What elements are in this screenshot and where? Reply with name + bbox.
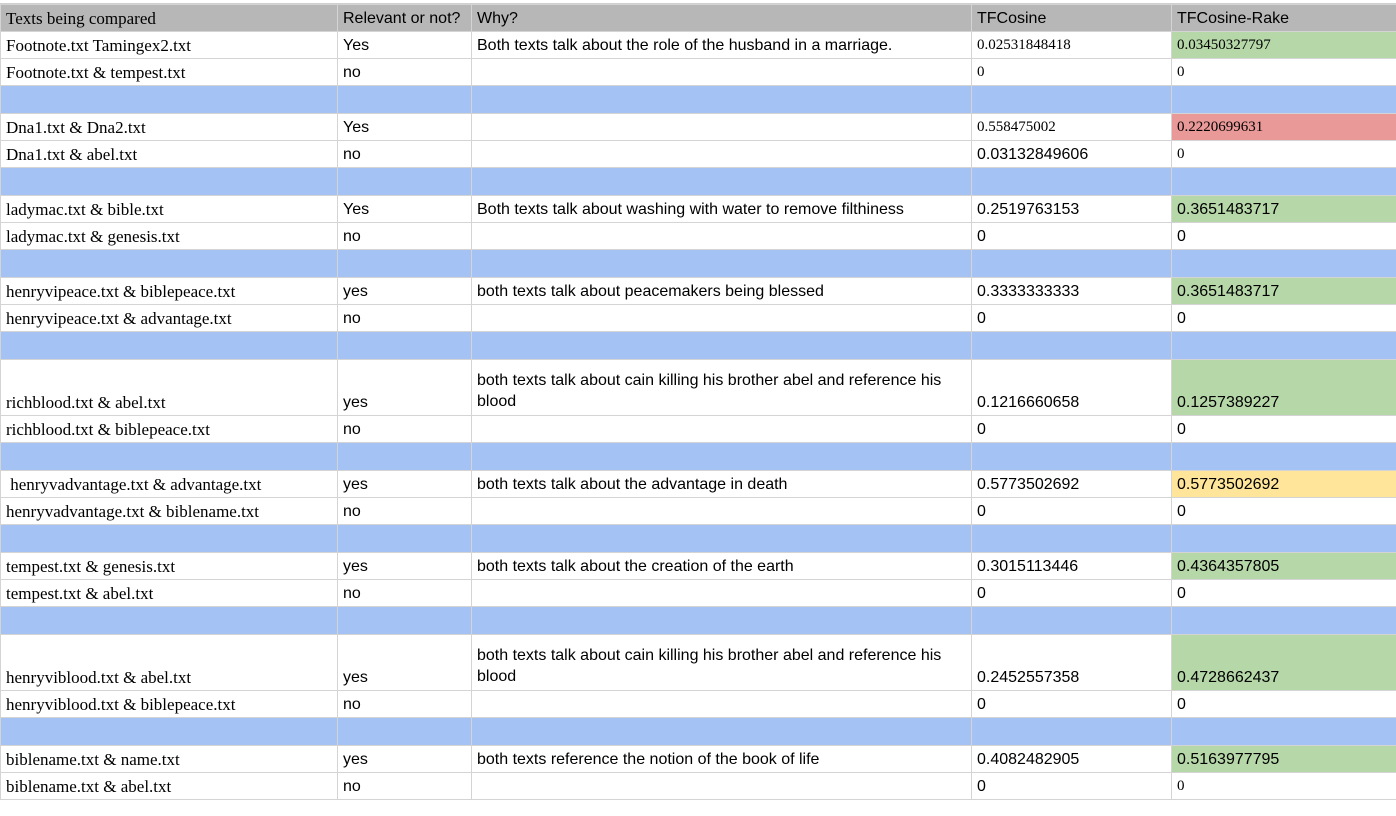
why-cell[interactable] bbox=[472, 691, 972, 718]
tfcosine-cell[interactable]: 0 bbox=[972, 498, 1172, 525]
texts-cell[interactable]: tempest.txt & genesis.txt bbox=[1, 553, 338, 580]
texts-cell[interactable]: ladymac.txt & bible.txt bbox=[1, 196, 338, 223]
separator-row bbox=[1, 250, 1396, 278]
table-row bbox=[1, 498, 1396, 525]
texts-cell[interactable]: biblename.txt & abel.txt bbox=[1, 773, 338, 800]
separator-cell[interactable] bbox=[338, 332, 472, 360]
table-row bbox=[1, 196, 1396, 223]
rake-cell[interactable]: 0.03450327797 bbox=[1172, 32, 1396, 59]
texts-cell[interactable]: henryviblood.txt & biblepeace.txt bbox=[1, 691, 338, 718]
texts-cell[interactable]: Footnote.txt Tamingex2.txt bbox=[1, 32, 338, 59]
relevant-cell[interactable]: no bbox=[338, 305, 472, 332]
relevant-cell[interactable]: yes bbox=[338, 471, 472, 498]
rake-cell[interactable]: 0.2220699631 bbox=[1172, 114, 1396, 141]
rake-cell[interactable]: 0.3651483717 bbox=[1172, 278, 1396, 305]
separator-cell[interactable] bbox=[338, 443, 472, 471]
header-why[interactable]: Why? bbox=[472, 5, 972, 32]
texts-cell[interactable]: henryvadvantage.txt & advantage.txt bbox=[1, 471, 338, 498]
rake-cell[interactable]: 0.3651483717 bbox=[1172, 196, 1396, 223]
separator-cell[interactable] bbox=[338, 168, 472, 196]
separator-cell[interactable] bbox=[338, 250, 472, 278]
relevant-cell[interactable]: no bbox=[338, 580, 472, 607]
why-cell[interactable]: Both texts talk about washing with water to remove filthiness bbox=[472, 196, 972, 223]
separator-cell[interactable] bbox=[1172, 718, 1396, 746]
separator-cell[interactable] bbox=[1172, 168, 1396, 196]
separator-cell[interactable] bbox=[972, 86, 1172, 114]
table-row bbox=[1, 59, 1396, 86]
tfcosine-cell[interactable]: 0.2452557358 bbox=[972, 635, 1172, 691]
header-row bbox=[1, 5, 1396, 32]
texts-cell[interactable]: tempest.txt & abel.txt bbox=[1, 580, 338, 607]
table-row bbox=[1, 580, 1396, 607]
why-cell[interactable] bbox=[472, 498, 972, 525]
table-row bbox=[1, 553, 1396, 580]
separator-row bbox=[1, 86, 1396, 114]
relevant-cell[interactable]: yes bbox=[338, 635, 472, 691]
texts-cell[interactable]: henryvipeace.txt & biblepeace.txt bbox=[1, 278, 338, 305]
separator-row bbox=[1, 607, 1396, 635]
texts-cell[interactable]: biblename.txt & name.txt bbox=[1, 746, 338, 773]
separator-row bbox=[1, 525, 1396, 553]
table-row bbox=[1, 746, 1396, 773]
rake-cell[interactable]: 0.5773502692 bbox=[1172, 471, 1396, 498]
separator-cell[interactable] bbox=[1172, 607, 1396, 635]
separator-cell[interactable] bbox=[472, 168, 972, 196]
rake-cell[interactable]: 0 bbox=[1172, 305, 1396, 332]
relevant-cell[interactable]: no bbox=[338, 223, 472, 250]
why-cell[interactable] bbox=[472, 773, 972, 800]
why-cell[interactable]: Both texts talk about the role of the husband in a marriage. bbox=[472, 32, 972, 59]
why-cell[interactable] bbox=[472, 580, 972, 607]
why-cell[interactable]: both texts talk about the advantage in death bbox=[472, 471, 972, 498]
relevant-cell[interactable]: no bbox=[338, 416, 472, 443]
separator-cell[interactable] bbox=[972, 718, 1172, 746]
separator-cell[interactable] bbox=[1172, 86, 1396, 114]
rake-cell[interactable]: 0 bbox=[1172, 416, 1396, 443]
rake-cell[interactable]: 0 bbox=[1172, 223, 1396, 250]
separator-cell[interactable] bbox=[1172, 443, 1396, 471]
texts-cell[interactable]: Dna1.txt & abel.txt bbox=[1, 141, 338, 168]
table-row bbox=[1, 691, 1396, 718]
separator-row bbox=[1, 332, 1396, 360]
texts-cell[interactable]: Dna1.txt & Dna2.txt bbox=[1, 114, 338, 141]
separator-cell[interactable] bbox=[472, 525, 972, 553]
table-row bbox=[1, 635, 1396, 691]
tfcosine-cell[interactable]: 0.03132849606 bbox=[972, 141, 1172, 168]
tfcosine-cell[interactable]: 0 bbox=[972, 691, 1172, 718]
table-row bbox=[1, 141, 1396, 168]
header-tfcosine-rake[interactable]: TFCosine-Rake bbox=[1172, 5, 1396, 32]
table-row bbox=[1, 114, 1396, 141]
why-cell[interactable]: both texts talk about cain killing his brother abel and reference his blood bbox=[472, 635, 972, 691]
relevant-cell[interactable]: yes bbox=[338, 360, 472, 416]
separator-cell[interactable] bbox=[472, 332, 972, 360]
header-relevant[interactable]: Relevant or not? bbox=[338, 5, 472, 32]
separator-cell[interactable] bbox=[1172, 525, 1396, 553]
tfcosine-cell[interactable]: 0.02531848418 bbox=[972, 32, 1172, 59]
why-cell[interactable] bbox=[472, 59, 972, 86]
texts-cell[interactable]: richblood.txt & biblepeace.txt bbox=[1, 416, 338, 443]
separator-cell[interactable] bbox=[1, 86, 338, 114]
separator-cell[interactable] bbox=[1172, 250, 1396, 278]
why-cell[interactable] bbox=[472, 305, 972, 332]
texts-cell[interactable]: henryvadvantage.txt & biblename.txt bbox=[1, 498, 338, 525]
relevant-cell[interactable]: Yes bbox=[338, 32, 472, 59]
separator-cell[interactable] bbox=[1, 718, 338, 746]
separator-cell[interactable] bbox=[972, 332, 1172, 360]
rake-cell[interactable]: 0 bbox=[1172, 691, 1396, 718]
why-cell[interactable]: both texts reference the notion of the book of life bbox=[472, 746, 972, 773]
table-row bbox=[1, 305, 1396, 332]
rake-cell[interactable]: 0 bbox=[1172, 773, 1396, 800]
relevant-cell[interactable]: yes bbox=[338, 553, 472, 580]
table-row bbox=[1, 773, 1396, 800]
texts-cell[interactable]: henryvipeace.txt & advantage.txt bbox=[1, 305, 338, 332]
relevant-cell[interactable]: no bbox=[338, 773, 472, 800]
table-row bbox=[1, 223, 1396, 250]
separator-cell[interactable] bbox=[972, 168, 1172, 196]
separator-cell[interactable] bbox=[472, 86, 972, 114]
texts-cell[interactable]: henryviblood.txt & abel.txt bbox=[1, 635, 338, 691]
separator-cell[interactable] bbox=[472, 718, 972, 746]
rake-cell[interactable]: 0 bbox=[1172, 498, 1396, 525]
separator-cell[interactable] bbox=[338, 607, 472, 635]
relevant-cell[interactable]: Yes bbox=[338, 114, 472, 141]
separator-cell[interactable] bbox=[972, 607, 1172, 635]
separator-row bbox=[1, 443, 1396, 471]
why-cell[interactable] bbox=[472, 223, 972, 250]
rake-cell[interactable]: 0.4364357805 bbox=[1172, 553, 1396, 580]
tfcosine-cell[interactable]: 0.4082482905 bbox=[972, 746, 1172, 773]
relevant-cell[interactable]: no bbox=[338, 691, 472, 718]
texts-cell[interactable]: ladymac.txt & genesis.txt bbox=[1, 223, 338, 250]
why-cell[interactable] bbox=[472, 114, 972, 141]
separator-cell[interactable] bbox=[1172, 332, 1396, 360]
separator-cell[interactable] bbox=[338, 718, 472, 746]
header-texts-compared[interactable]: Texts being compared bbox=[1, 5, 338, 32]
texts-cell[interactable]: Footnote.txt & tempest.txt bbox=[1, 59, 338, 86]
relevant-cell[interactable]: no bbox=[338, 141, 472, 168]
tfcosine-cell[interactable]: 0.5773502692 bbox=[972, 471, 1172, 498]
texts-cell[interactable]: richblood.txt & abel.txt bbox=[1, 360, 338, 416]
separator-cell[interactable] bbox=[472, 607, 972, 635]
relevant-cell[interactable]: no bbox=[338, 59, 472, 86]
why-cell[interactable] bbox=[472, 141, 972, 168]
relevant-cell[interactable]: yes bbox=[338, 278, 472, 305]
comparison-spreadsheet bbox=[0, 4, 1396, 800]
separator-cell[interactable] bbox=[1, 250, 338, 278]
separator-cell[interactable] bbox=[338, 525, 472, 553]
tfcosine-cell[interactable]: 0.3015113446 bbox=[972, 553, 1172, 580]
table-row bbox=[1, 471, 1396, 498]
table-row bbox=[1, 416, 1396, 443]
why-cell[interactable]: both texts talk about the creation of the earth bbox=[472, 553, 972, 580]
relevant-cell[interactable]: no bbox=[338, 498, 472, 525]
relevant-cell[interactable]: Yes bbox=[338, 196, 472, 223]
tfcosine-cell[interactable]: 0.3333333333 bbox=[972, 278, 1172, 305]
separator-cell[interactable] bbox=[472, 443, 972, 471]
tfcosine-cell[interactable]: 0 bbox=[972, 305, 1172, 332]
tfcosine-cell[interactable]: 0.2519763153 bbox=[972, 196, 1172, 223]
rake-cell[interactable]: 0.4728662437 bbox=[1172, 635, 1396, 691]
table-row bbox=[1, 278, 1396, 305]
separator-cell[interactable] bbox=[338, 86, 472, 114]
rake-cell[interactable]: 0 bbox=[1172, 59, 1396, 86]
tfcosine-cell[interactable]: 0.1216660658 bbox=[972, 360, 1172, 416]
rake-cell[interactable]: 0 bbox=[1172, 141, 1396, 168]
separator-cell[interactable] bbox=[472, 250, 972, 278]
separator-cell[interactable] bbox=[1, 443, 338, 471]
separator-row bbox=[1, 168, 1396, 196]
rake-cell[interactable]: 0.5163977795 bbox=[1172, 746, 1396, 773]
separator-cell[interactable] bbox=[972, 250, 1172, 278]
tfcosine-cell[interactable]: 0.558475002 bbox=[972, 114, 1172, 141]
why-cell[interactable] bbox=[472, 416, 972, 443]
rake-cell[interactable]: 0.1257389227 bbox=[1172, 360, 1396, 416]
tfcosine-cell[interactable]: 0 bbox=[972, 223, 1172, 250]
header-tfcosine[interactable]: TFCosine bbox=[972, 5, 1172, 32]
separator-cell[interactable] bbox=[1, 525, 338, 553]
table-row bbox=[1, 360, 1396, 416]
tfcosine-cell[interactable]: 0 bbox=[972, 773, 1172, 800]
separator-cell[interactable] bbox=[1, 607, 338, 635]
relevant-cell[interactable]: yes bbox=[338, 746, 472, 773]
rake-cell[interactable]: 0 bbox=[1172, 580, 1396, 607]
tfcosine-cell[interactable]: 0 bbox=[972, 580, 1172, 607]
separator-cell[interactable] bbox=[1, 332, 338, 360]
separator-cell[interactable] bbox=[972, 525, 1172, 553]
tfcosine-cell[interactable]: 0 bbox=[972, 416, 1172, 443]
why-cell[interactable]: both texts talk about cain killing his brother abel and reference his blood bbox=[472, 360, 972, 416]
separator-cell[interactable] bbox=[1, 168, 338, 196]
tfcosine-cell[interactable]: 0 bbox=[972, 59, 1172, 86]
separator-cell[interactable] bbox=[972, 443, 1172, 471]
why-cell[interactable]: both texts talk about peacemakers being blessed bbox=[472, 278, 972, 305]
separator-row bbox=[1, 718, 1396, 746]
table-row bbox=[1, 32, 1396, 59]
